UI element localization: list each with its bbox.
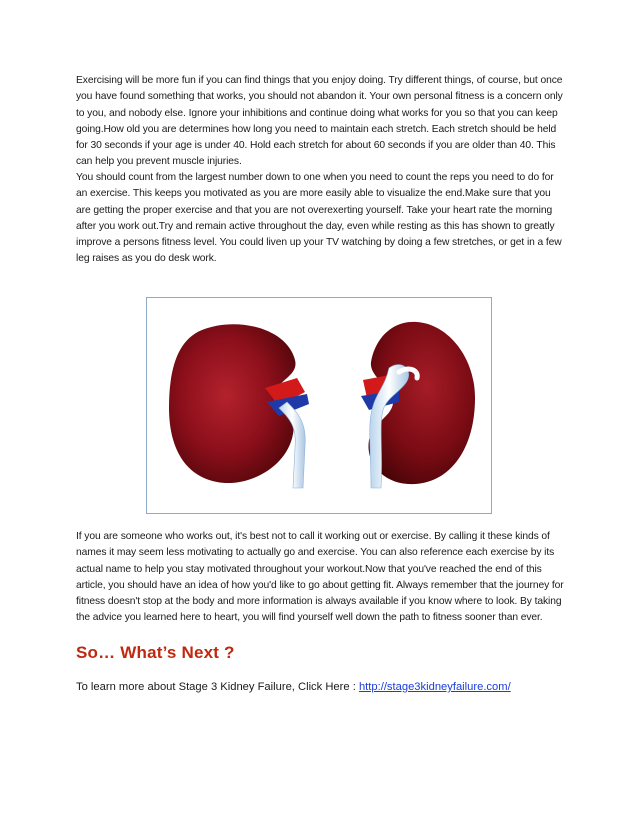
paragraph-count-reps: You should count from the largest number down to one when you need to count the reps you need to do for an exercise. This keeps you motivated as you are more easily able to visualize the end.Make sure that you are getting the proper exercise and that you are not overexerting yourself. Take your heart rate the morning after you work out.Try and remain active throughout the day, even while resting as this has shown to greatly improve a persons fitness level. You could liven up your TV watching by doing a few stretches, or get in a few leg raises as you do desk work. bbox=[76, 172, 562, 265]
stage3-link[interactable]: http://stage3kidneyfailure.com/ bbox=[358, 681, 511, 693]
paragraph-working-out: If you are someone who works out, it's best not to call it working out or exercise. By calling it these kinds of names it may seem less motivating to actually go and exercise. You can also reference each exercise by its actual name to help you stay motivated throughout your workout.Now that you've reached the end of this article, you should have an idea of how you'd like to go about getting fit. Always remember that the journey for fitness doesn't stop at the body and more information is always available if you know where to look. By taking the advice you learned here to heart, you will find yourself well down the path to fitness sooner than ever. bbox=[76, 531, 564, 624]
left-kidney bbox=[169, 324, 309, 488]
section-heading: So… What’s Next ? bbox=[76, 643, 235, 662]
paragraph-exercise-fun: Exercising will be more fun if you can find things that you enjoy doing. Try different things, of course, but once you have found something that works, you should not abandon it. Your own personal fitness is a concern only to you, and nobody else. Ignore your inhibitions and continue doing what works for you so that you can keep going.How old you are determines how long you need to maintain each stretch. Each stretch should be held for 30 seconds if your age is under 40. Hold each stretch for about 60 seconds if you are older than 40. This can help you prevent muscle injuries. bbox=[76, 75, 563, 168]
cta-text: To learn more about Stage 3 Kidney Failure, Click Here : bbox=[76, 681, 359, 693]
right-kidney bbox=[361, 322, 475, 488]
call-to-action bbox=[76, 681, 511, 693]
kidneys-image bbox=[147, 298, 491, 513]
kidney-illustration bbox=[146, 297, 492, 514]
